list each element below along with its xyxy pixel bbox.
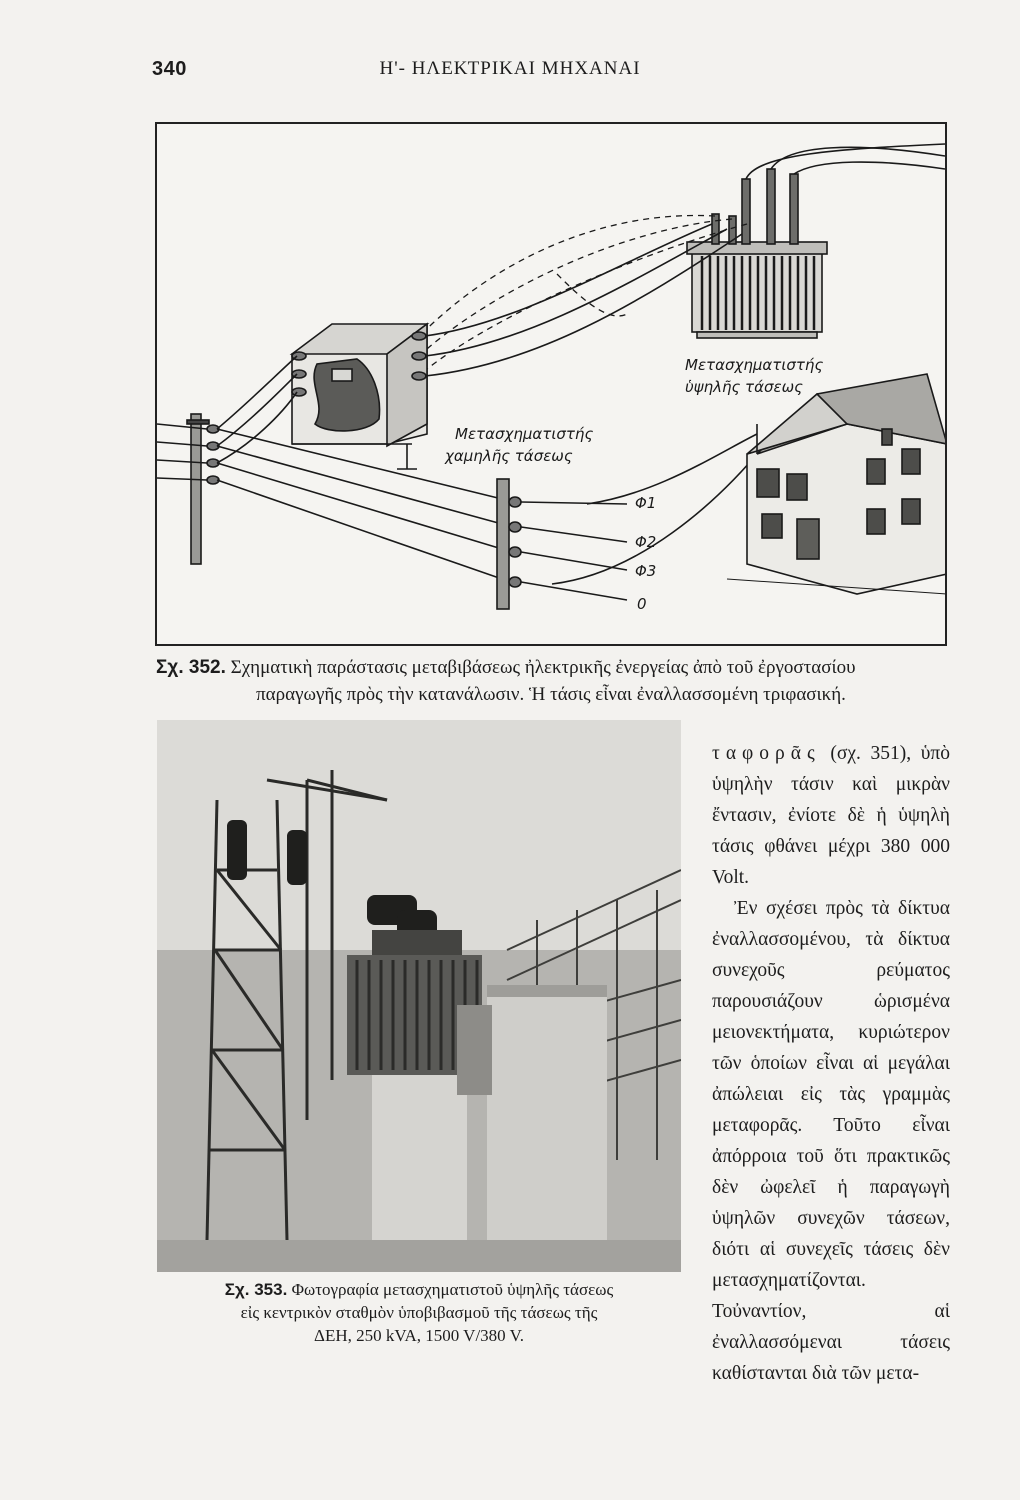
body-paragraph-1-text: (σχ. 351), ὑπὸ ὑψηλὴν τάσιν καὶ μικρὰν ἔντασιν, ἐνίοτε δὲ ἡ ὑψηλὴ τάσις φθάνει μέχρι 380 000 Volt.	[712, 743, 950, 888]
figure-353-caption-line1: Φωτογραφία μετασχηματιστοῦ ὑψηλῆς τάσεως	[287, 1280, 614, 1299]
label-high-voltage-line2: ὑψηλῆς τάσεως	[685, 378, 803, 396]
label-phase-3: Φ3	[635, 562, 657, 580]
figure-352-diagram	[155, 122, 947, 646]
body-paragraph-2: Ἐν σχέσει πρὸς τὰ δίκτυα ἐναλλασσομένου, τὰ δίκτυα συνεχοῦς ρεύματος παρουσιάζουν ὡρισμένα μειονεκτήματα, κυριώτερον τῶν ὁποίων εἶναι αἱ μεγάλαι ἀπώλειαι εἰς τὰς γραμμὰς μεταφορᾶς. Τοῦτο εἶναι ἀπόρροια τοῦ ὅτι πρακτικῶς δὲν ὠφελεῖ ἡ παραγωγὴ ὑψηλῶν συνεχῶν τάσεων, διότι αἱ συνεχεῖς τάσεις δὲν μετασχηματίζονται. Τοὐναντίον, αἱ ἐναλλασσόμεναι τάσεις καθίστανται διὰ τῶν μετα-	[712, 898, 950, 1384]
page-number: 340	[152, 58, 187, 80]
figure-353-caption-line2: εἰς κεντρικὸν σταθμὸν ὑποβιβασμοῦ τῆς τάσεως τῆς	[240, 1303, 598, 1322]
figure-352-caption-line2: παραγωγῆς πρὸς τὴν κατανάλωσιν. Ἡ τάσις εἶναι ἐναλλασσομένη τριφασική.	[256, 684, 846, 705]
left-pole	[157, 356, 297, 564]
figure-353-photograph	[157, 720, 681, 1272]
running-title: Η'- ΗΛΕΚΤΡΙΚΑΙ ΜΗΧΑΝΑΙ	[379, 58, 641, 79]
body-spaced-word: ταφορᾶς	[712, 743, 821, 764]
label-low-voltage-line1: Μετασχηματιστής	[455, 425, 594, 443]
substation-photo	[157, 720, 681, 1272]
label-phase-2: Φ2	[635, 533, 657, 551]
label-low-voltage-line2: χαμηλῆς τάσεως	[445, 447, 573, 465]
figure-353-caption-line3: ΔΕΗ, 250 kVA, 1500 V/380 V.	[314, 1326, 524, 1345]
label-high-voltage-line1: Μετασχηματιστής	[685, 356, 824, 374]
body-text-column	[712, 738, 950, 1389]
figure-352-caption-label: Σχ. 352.	[156, 657, 226, 678]
power-distribution-drawing	[157, 124, 945, 644]
label-neutral: 0	[637, 595, 647, 613]
label-phase-1: Φ1	[635, 494, 657, 512]
figure-353-caption-label: Σχ. 353.	[224, 1280, 288, 1299]
figure-352-caption-line1: Σχηματικὴ παράστασις μεταβιβάσεως ἠλεκτρικῆς ἐνεργείας ἀπὸ τοῦ ἐργοστασίου	[225, 657, 856, 678]
figure-352-caption	[156, 654, 946, 708]
figure-353-caption	[157, 1278, 681, 1347]
body-paragraph-1	[712, 738, 950, 893]
high-voltage-transformer	[687, 144, 945, 338]
house	[727, 374, 945, 594]
